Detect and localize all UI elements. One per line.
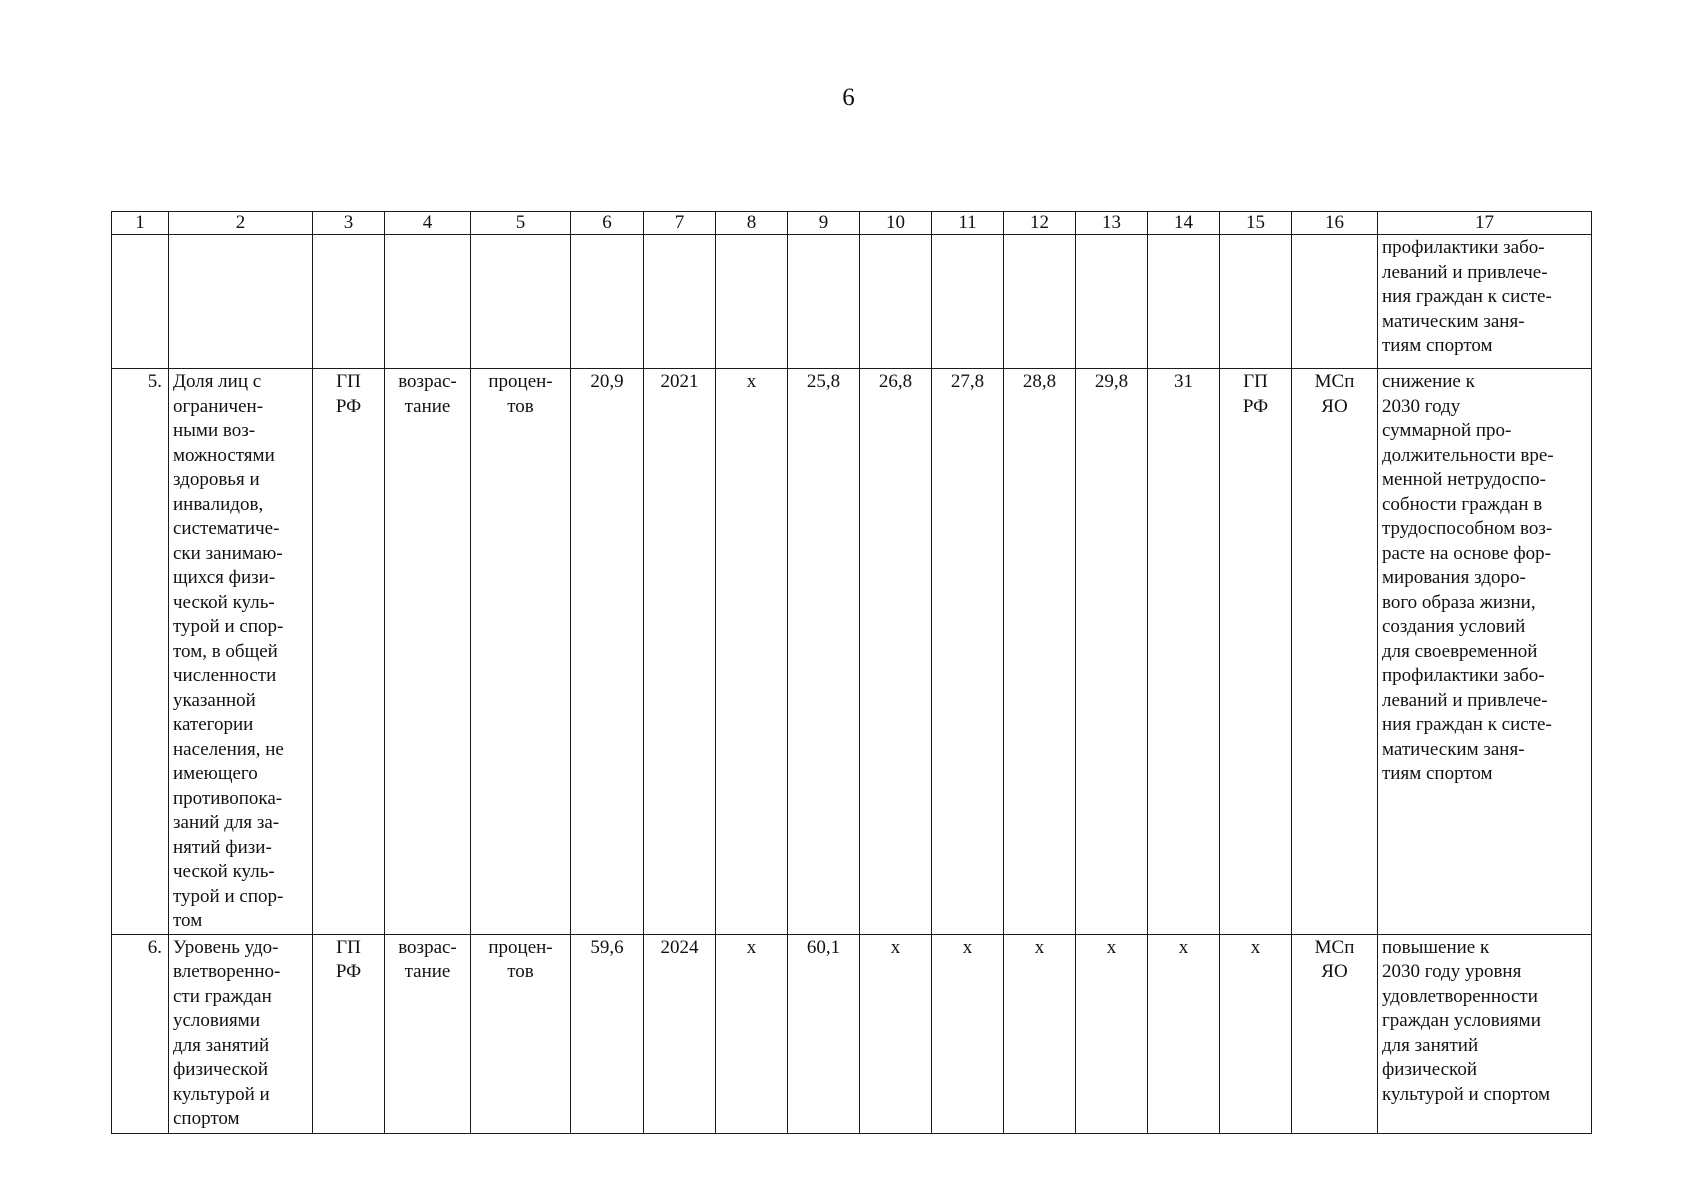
value-cell-11: 27,8 [932, 369, 1004, 935]
header-cell: 2 [169, 212, 313, 235]
base-year-cell: 2021 [644, 369, 716, 935]
empty-cell [860, 235, 932, 369]
header-cell: 7 [644, 212, 716, 235]
result-description-cell: снижение к 2030 году суммарной про- должительности вре- менной нетрудоспо- собности граждан в трудоспособном воз- расте на основе фор- мирования здоро- вого образа жизни, создания условий для своевременной профилактики забо- леваний и привлече- ния граждан к систе- матическим заня- тиям спортом [1378, 369, 1592, 935]
base-value-cell: 59,6 [571, 934, 644, 1133]
header-cell: 11 [932, 212, 1004, 235]
empty-cell [644, 235, 716, 369]
empty-cell [313, 235, 385, 369]
header-cell: 4 [385, 212, 471, 235]
result-description-cell: профилактики забо- леваний и привлече- ния граждан к систе- матическим заня- тиям спортом [1378, 235, 1592, 369]
value-cell-10: 26,8 [860, 369, 932, 935]
header-cell: 14 [1148, 212, 1220, 235]
empty-cell [1076, 235, 1148, 369]
unit-cell: процен- тов [471, 934, 571, 1133]
empty-cell [169, 235, 313, 369]
header-cell: 8 [716, 212, 788, 235]
empty-cell [1220, 235, 1292, 369]
table-header-row [112, 212, 1592, 235]
value-cell-12: х [1004, 934, 1076, 1133]
value-cell-14: х [1148, 934, 1220, 1133]
trend-cell: возрас- тание [385, 934, 471, 1133]
value-cell-9: 25,8 [788, 369, 860, 935]
empty-cell [1292, 235, 1378, 369]
table-row [112, 934, 1592, 1133]
indicator-name-cell: Доля лиц с ограничен- ными воз- можностями здоровья и инвалидов, систематиче- ски занимаю- щихся физи- ческой куль- турой и спор- том, в общей численности указанной категории населения, не имеющего противопока- заний для за- нятий физи- ческой куль- турой и спор- том [169, 369, 313, 935]
header-cell: 3 [313, 212, 385, 235]
value-cell-8: х [716, 934, 788, 1133]
base-value-cell: 20,9 [571, 369, 644, 935]
source-cell: ГП РФ [313, 369, 385, 935]
unit-cell: процен- тов [471, 369, 571, 935]
indicator-name-cell: Уровень удо- влетворенно- сти граждан условиями для занятий физической культурой и спортом [169, 934, 313, 1133]
row-number-cell: 6. [112, 934, 169, 1133]
header-cell: 13 [1076, 212, 1148, 235]
header-cell: 1 [112, 212, 169, 235]
empty-cell [385, 235, 471, 369]
empty-cell [471, 235, 571, 369]
row-number-cell: 5. [112, 369, 169, 935]
header-cell: 16 [1292, 212, 1378, 235]
value-cell-14: 31 [1148, 369, 1220, 935]
empty-cell [1004, 235, 1076, 369]
value-cell-11: х [932, 934, 1004, 1133]
empty-cell [716, 235, 788, 369]
value-cell-13: 29,8 [1076, 369, 1148, 935]
empty-cell [788, 235, 860, 369]
empty-cell [932, 235, 1004, 369]
value-cell-10: х [860, 934, 932, 1133]
responsible-cell: МСп ЯО [1292, 934, 1378, 1133]
empty-cell [112, 235, 169, 369]
responsible-cell: МСп ЯО [1292, 369, 1378, 935]
value-cell-15: ГП РФ [1220, 369, 1292, 935]
table-row-continuation [112, 235, 1592, 369]
value-cell-15: х [1220, 934, 1292, 1133]
header-cell: 6 [571, 212, 644, 235]
empty-cell [1148, 235, 1220, 369]
value-cell-13: х [1076, 934, 1148, 1133]
indicators-table [111, 211, 1592, 1134]
source-cell: ГП РФ [313, 934, 385, 1133]
value-cell-12: 28,8 [1004, 369, 1076, 935]
value-cell-9: 60,1 [788, 934, 860, 1133]
header-cell: 12 [1004, 212, 1076, 235]
result-description-cell: повышение к 2030 году уровня удовлетворенности граждан условиями для занятий физической культурой и спортом [1378, 934, 1592, 1133]
page-number: 6 [842, 84, 855, 111]
header-cell: 5 [471, 212, 571, 235]
header-cell: 10 [860, 212, 932, 235]
value-cell-8: х [716, 369, 788, 935]
header-cell: 15 [1220, 212, 1292, 235]
header-cell: 9 [788, 212, 860, 235]
table-row [112, 369, 1592, 935]
base-year-cell: 2024 [644, 934, 716, 1133]
trend-cell: возрас- тание [385, 369, 471, 935]
empty-cell [571, 235, 644, 369]
header-cell: 17 [1378, 212, 1592, 235]
